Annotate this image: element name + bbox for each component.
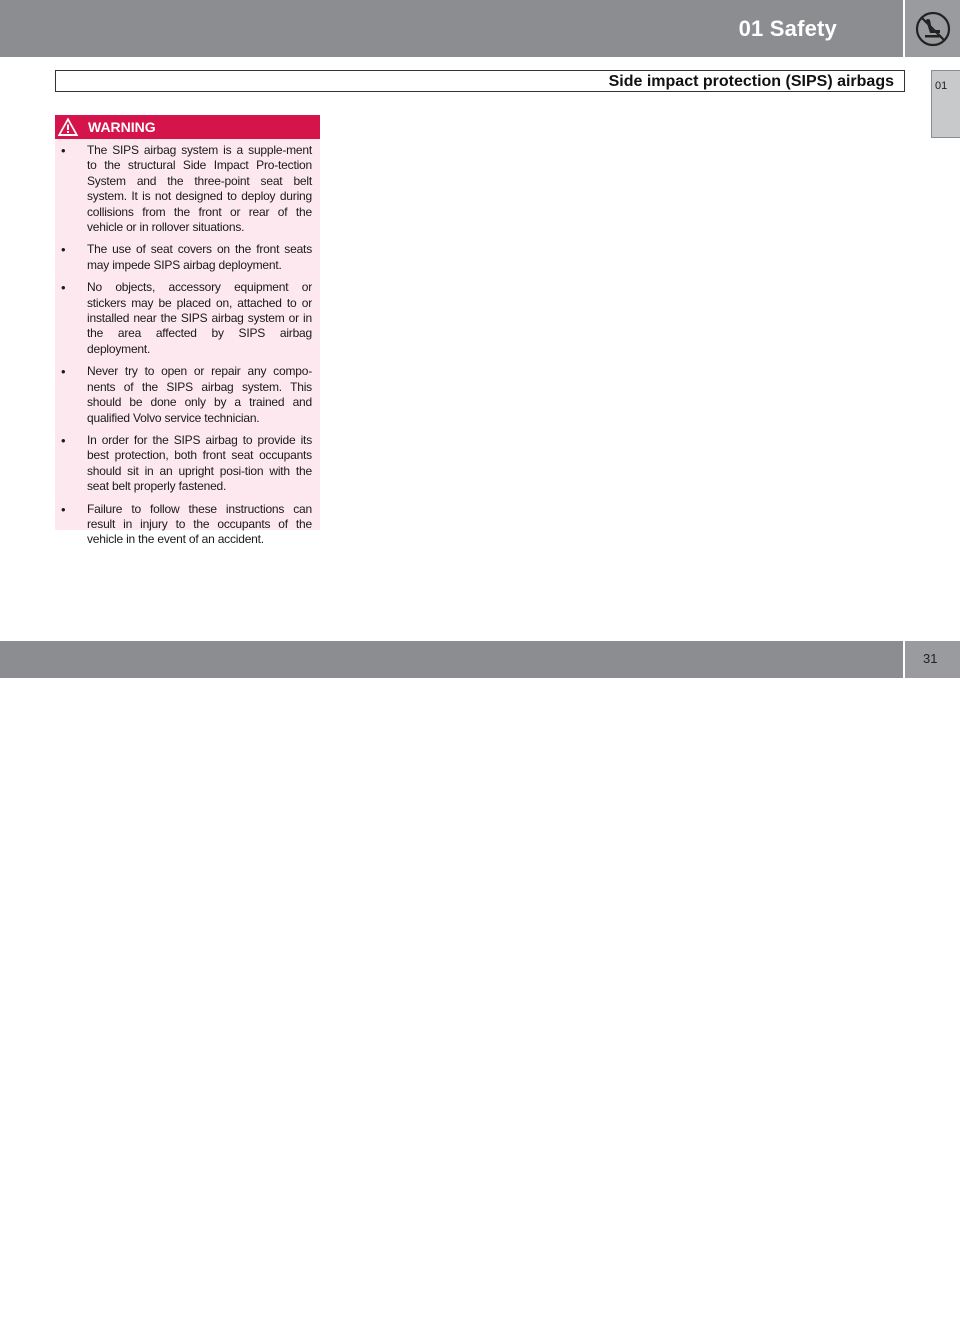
- footer-bar: [0, 641, 903, 1318]
- warning-list: [55, 139, 320, 548]
- warning-box: [55, 115, 320, 547]
- section-title: Side impact protection (SIPS) airbags: [608, 73, 894, 90]
- warning-item: • The use of seat covers on the front seats may impede SIPS airbag deployment.: [55, 242, 312, 273]
- warning-title: WARNING: [88, 119, 156, 135]
- warning-header: [55, 115, 320, 139]
- chapter-title: 01 Safety: [738, 16, 837, 41]
- warning-item: • No objects, accessory equipment or stickers may be placed on, attached to or installed near the SIPS airbag system or in the area affected by SIPS airbag deployment.: [55, 280, 312, 357]
- warning-item: • Failure to follow these instructions can result in injury to the occupants of the vehicle in the event of an accident.: [55, 502, 312, 548]
- warning-item: • Never try to open or repair any compo-nents of the SIPS airbag system. This should be done only by a trained and qualified Volvo service technician.: [55, 364, 312, 426]
- warning-triangle-icon: [57, 117, 79, 137]
- section-header: [55, 70, 905, 92]
- page-number-box: [905, 641, 960, 678]
- chapter-icon-box: [903, 0, 960, 57]
- chapter-header-bar: [0, 0, 903, 57]
- watermark: carmanualsonline.info: [590, 1291, 856, 1318]
- page-number: 31: [923, 651, 938, 666]
- no-seat-icon: [915, 11, 951, 47]
- chapter-side-tab: [931, 70, 960, 138]
- warning-item: • In order for the SIPS airbag to provide its best protection, both front seat occupants should sit in an upright posi-tion with the seat belt properly fastened.: [55, 433, 312, 495]
- side-tab-label: 01: [935, 80, 948, 92]
- warning-item: • The SIPS airbag system is a supple-ment to the structural Side Impact Pro-tection System and the three-point seat belt system. It is not designed to deploy during collisions from the front or rear of the vehicle or in rollover situations.: [55, 143, 312, 235]
